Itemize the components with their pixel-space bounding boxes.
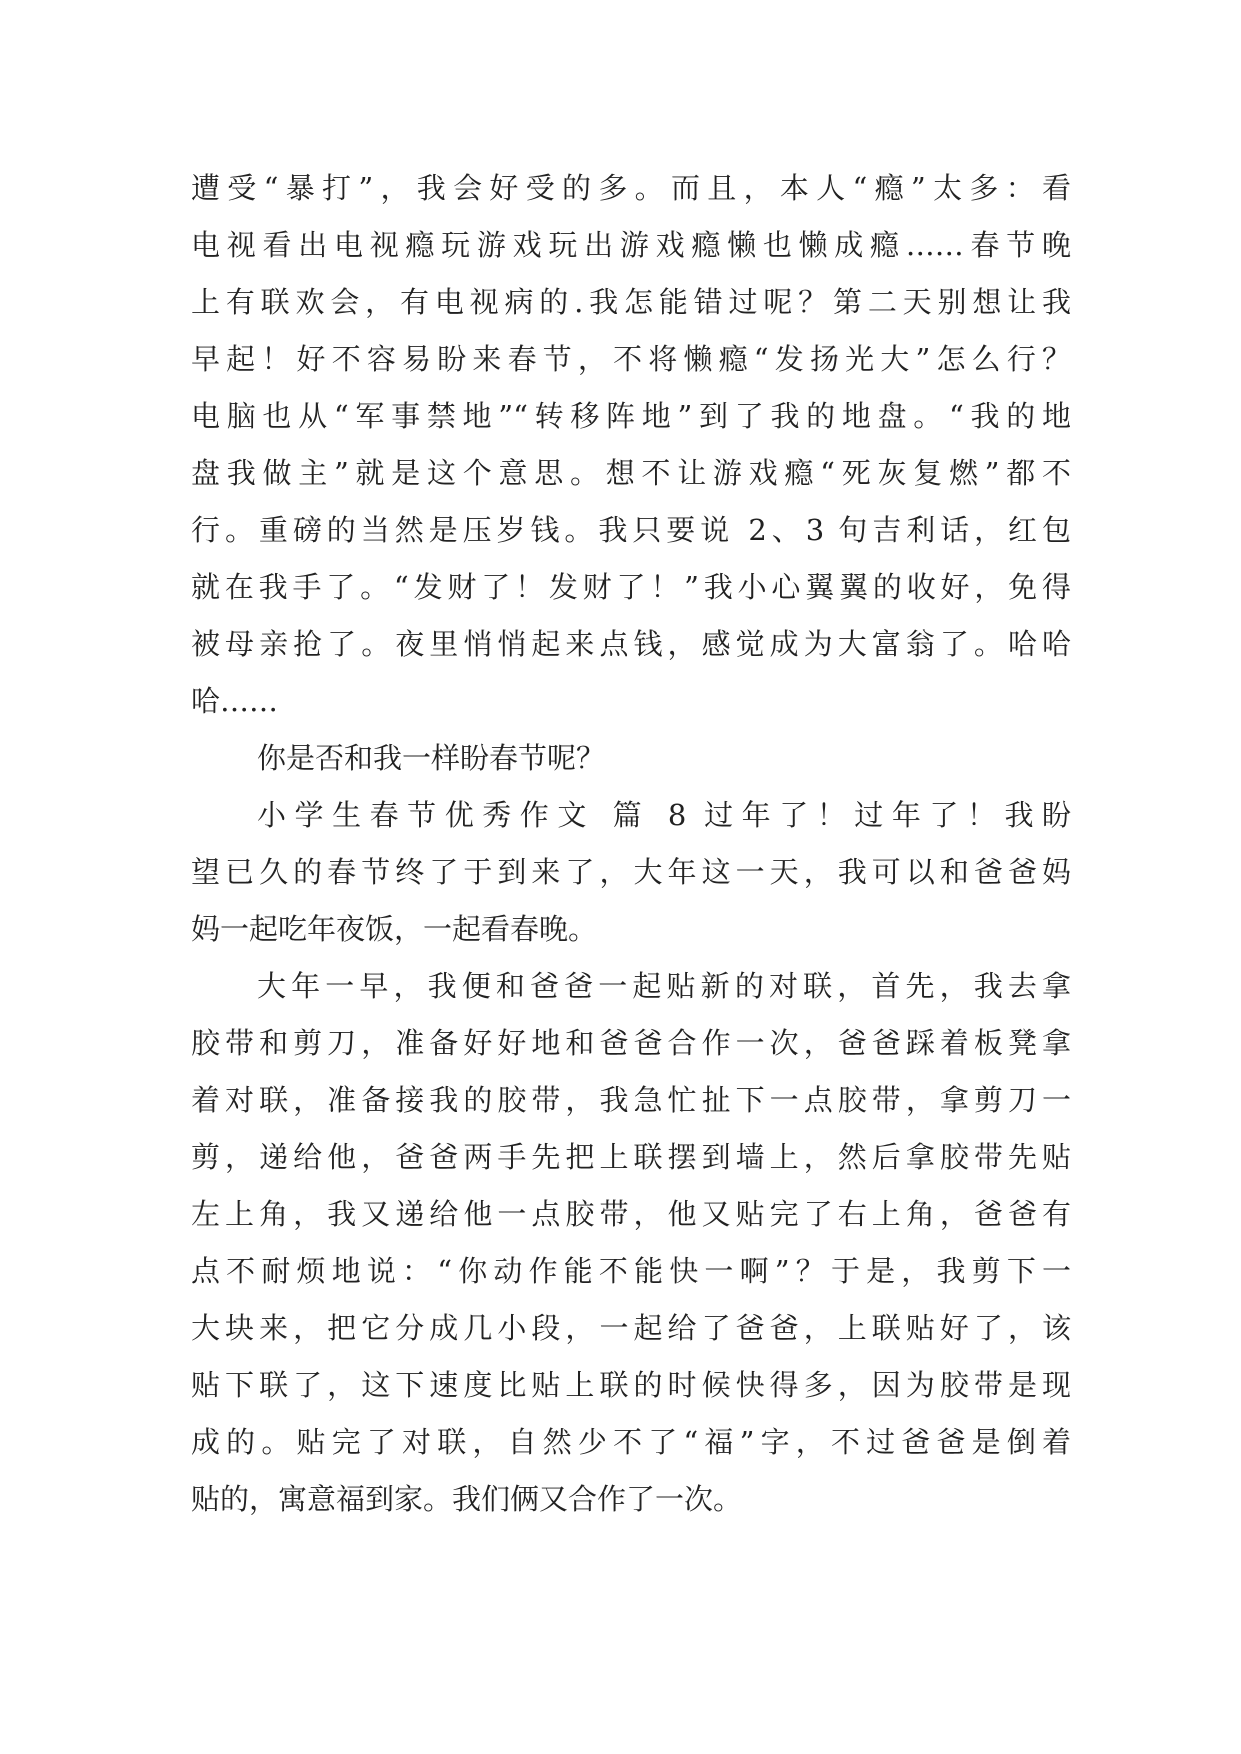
text-line: 电脑也从“军事禁地”“转移阵地”到了我的地盘。“我的地 [191, 399, 1071, 433]
text-line: 胶带和剪刀，准备好好地和爸爸合作一次，爸爸踩着板凳拿 [191, 1026, 1071, 1060]
text-line: 贴的，寓意福到家。我们俩又合作了一次。 [191, 1482, 743, 1516]
text-line: 剪，递给他，爸爸两手先把上联摆到墙上，然后拿胶带先贴 [191, 1140, 1071, 1174]
text-line: 成的。贴完了对联，自然少不了“福”字，不过爸爸是倒着 [191, 1425, 1071, 1459]
text-line: 早起！好不容易盼来春节，不将懒瘾“发扬光大”怎么行？ [191, 342, 1071, 376]
text-line: 上有联欢会，有电视病的.我怎能错过呢？第二天别想让我 [191, 285, 1071, 319]
text-line: 妈一起吃年夜饭，一起看春晚。 [191, 912, 598, 946]
text-line: 着对联，准备接我的胶带，我急忙扯下一点胶带，拿剪刀一 [191, 1083, 1071, 1117]
text-line: 行。重磅的当然是压岁钱。我只要说 2、3 句吉利话，红包 [191, 513, 1071, 547]
text-line: 盘我做主”就是这个意思。想不让游戏瘾“死灰复燃”都不 [191, 456, 1071, 490]
text-line: 大块来，把它分成几小段，一起给了爸爸，上联贴好了，该 [191, 1311, 1071, 1345]
text-line: 点不耐烦地说：“你动作能不能快一啊”？于是，我剪下一 [191, 1254, 1071, 1288]
text-line: 被母亲抢了。夜里悄悄起来点钱，感觉成为大富翁了。哈哈 [191, 627, 1071, 661]
text-line: 望已久的春节终了于到来了，大年这一天，我可以和爸爸妈 [191, 855, 1071, 889]
text-line: 小学生春节优秀作文 篇 8 过年了！过年了！我盼 [257, 798, 1071, 832]
text-line: 电视看出电视瘾玩游戏玩出游戏瘾懒也懒成瘾……春节晚 [191, 228, 1071, 262]
text-line: 哈…… [191, 684, 279, 718]
text-line: 遭受“暴打”，我会好受的多。而且，本人“瘾”太多：看 [191, 171, 1071, 205]
text-line: 大年一早，我便和爸爸一起贴新的对联，首先，我去拿 [257, 969, 1071, 1003]
text-line: 贴下联了，这下速度比贴上联的时候快得多，因为胶带是现 [191, 1368, 1071, 1402]
essay-body [191, 160, 1071, 1528]
text-line: 你是否和我一样盼春节呢？ [257, 741, 606, 775]
text-line: 就在我手了。“发财了！发财了！”我小心翼翼的收好，免得 [191, 570, 1071, 604]
text-line: 左上角，我又递给他一点胶带，他又贴完了右上角，爸爸有 [191, 1197, 1071, 1231]
